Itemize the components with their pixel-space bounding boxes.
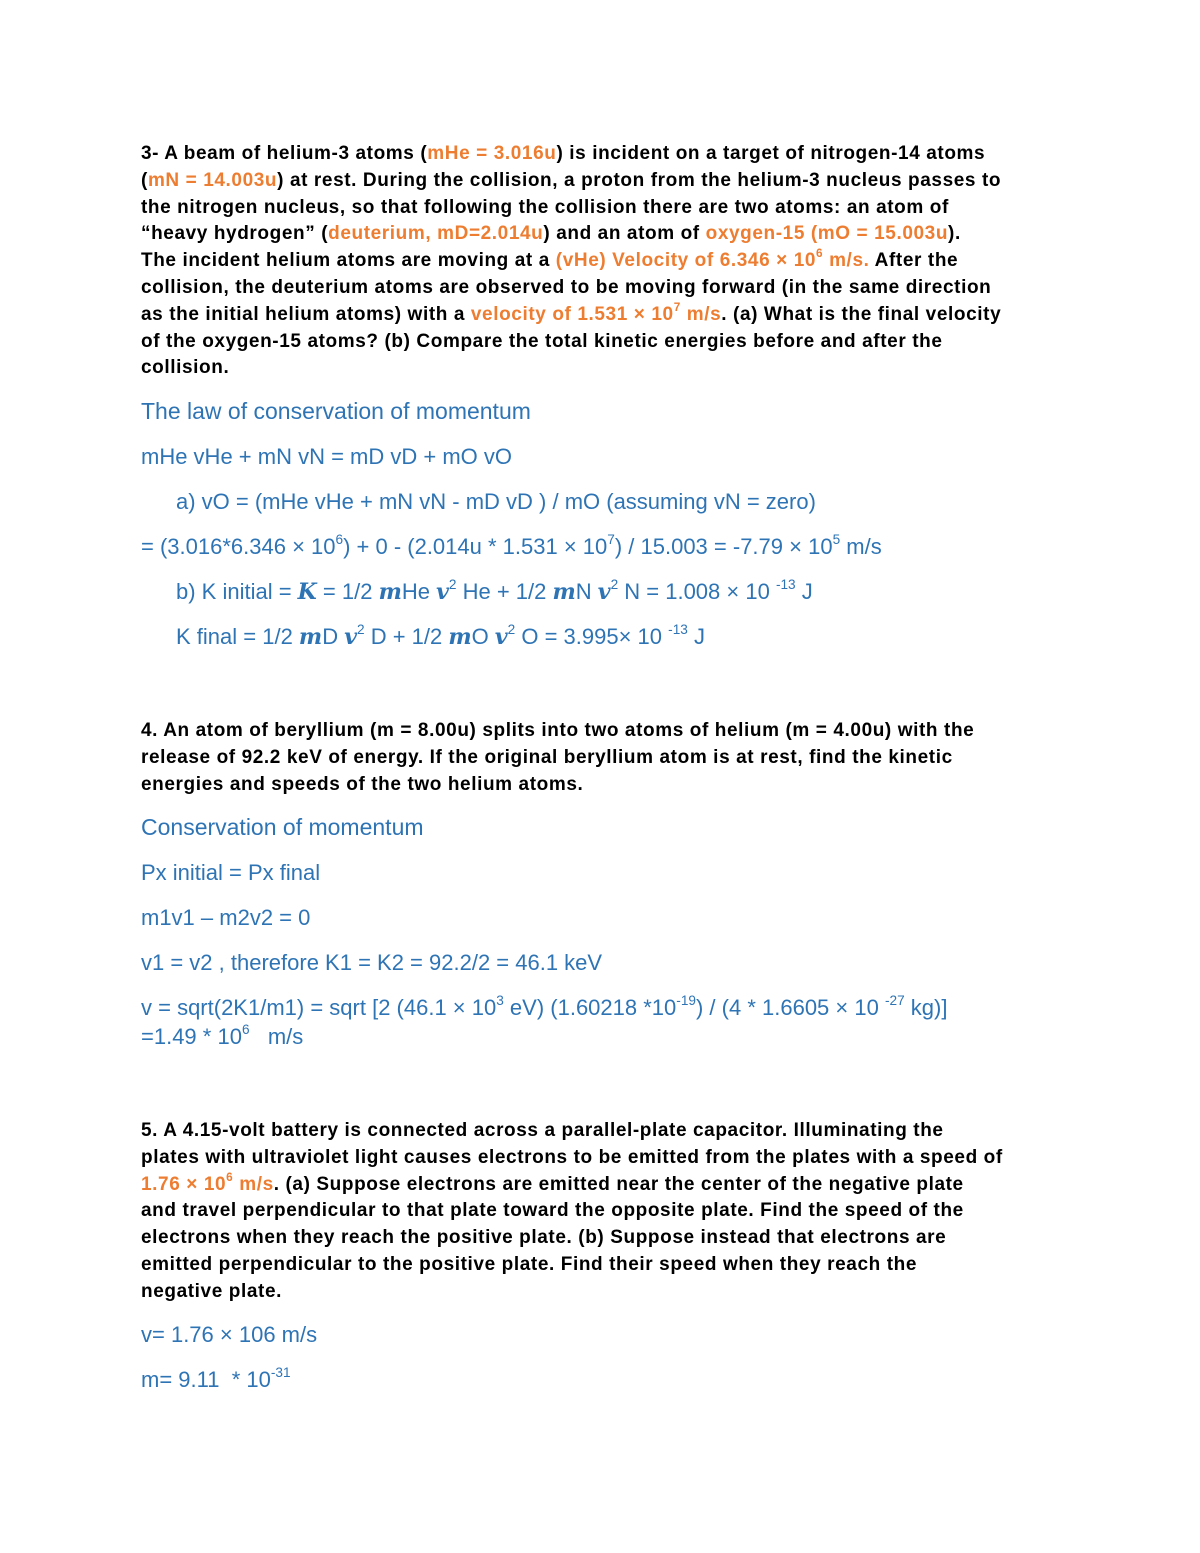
text-run: O — [471, 624, 495, 649]
text-run: = 1/2 — [316, 579, 379, 604]
math-symbol: v — [436, 579, 449, 605]
answer-b-k-final — [176, 621, 705, 650]
text-run: as the initial helium atoms) with a — [141, 303, 471, 325]
text-line — [141, 141, 1066, 168]
math-symbol: v — [597, 579, 611, 605]
text-run: D + 1/2 — [364, 624, 449, 649]
text-run: b) K initial = — [176, 579, 298, 604]
text-run: . (a) What is the final velocity — [721, 303, 1002, 325]
text-run: = (3.016*6.346 × 10 — [141, 534, 336, 559]
exponent: 2 — [507, 621, 516, 637]
text-run: The incident helium atoms are moving at a — [141, 250, 556, 272]
text-line: and travel perpendicular to that plate toward the opposite plate. Find the speed of the — [141, 1200, 964, 1222]
text-run: J — [687, 624, 705, 649]
text-run: N — [575, 579, 598, 604]
text-line: emitted perpendicular to the positive plate. Find their speed when they reach the — [141, 1253, 918, 1275]
text-line: of the oxygen-15 atoms? (b) Compare the total kinetic energies before and after the — [141, 330, 943, 352]
text-run: ( — [141, 169, 148, 191]
exponent: 3 — [496, 992, 504, 1008]
text-run: “heavy hydrogen” ( — [141, 223, 329, 245]
exponent: 6 — [241, 1021, 250, 1037]
text-run: m/s — [249, 1024, 304, 1049]
text-line: 4. An atom of beryllium (m = 8.00u) splits into two atoms of helium (m = 4.00u) with the — [141, 720, 975, 741]
text-run: He — [401, 579, 437, 604]
highlight-mass-he: mHe = 3.016u — [427, 143, 557, 164]
text-line: collision. — [141, 357, 230, 379]
exponent: 6 — [226, 1170, 234, 1184]
px-equation: Px initial = Px final — [141, 860, 321, 885]
exponent: 6 — [816, 247, 824, 261]
highlight-oxygen: oxygen-15 (mO = 15.003u — [705, 223, 949, 245]
text-run: (vHe) Velocity of 6.346 × 10 — [555, 250, 817, 272]
answer-a-calculation — [141, 531, 882, 560]
highlight-electron-speed — [141, 1170, 274, 1195]
given-velocity: v= 1.76 × 106 m/s — [141, 1322, 318, 1347]
text-run: ) / 15.003 = -7.79 × 10 — [614, 534, 833, 559]
exponent: 7 — [673, 300, 681, 314]
text-line: energies and speeds of the two helium atoms. — [141, 773, 584, 795]
exponent: 7 — [607, 531, 615, 547]
answer-b-k-initial — [176, 576, 813, 605]
exponent: 6 — [335, 531, 344, 547]
text-run: 1.76 × 10 — [141, 1173, 227, 1195]
text-run: ) + 0 - (2.014u * 1.531 × 10 — [343, 534, 608, 559]
text-run: ) and an atom of — [543, 223, 706, 245]
text-run: eV) (1.60218 *10 — [503, 995, 677, 1020]
text-run: J — [795, 579, 813, 604]
kinetic-energy-result: v1 = v2 , therefore K1 = K2 = 92.2/2 = 46.1 keV — [141, 950, 603, 975]
text-line: negative plate. — [141, 1280, 282, 1302]
text-run: O = 3.995× 10 — [515, 624, 669, 649]
text-line — [141, 168, 1066, 195]
math-symbol: m — [448, 624, 472, 650]
text-run: . (a) Suppose electrons are emitted near the center of the negative plate — [273, 1173, 964, 1195]
text-run: v = sqrt(2K1/m1) = sqrt [2 (46.1 × 10 — [141, 995, 497, 1020]
exponent: 2 — [357, 621, 365, 637]
exponent: -19 — [676, 992, 696, 1008]
math-symbol: m — [298, 624, 323, 650]
text-line: plates with ultraviolet light causes electrons to be emitted from the plates with a speed of — [141, 1146, 1003, 1168]
given-mass — [141, 1364, 291, 1393]
text-run: K final = 1/2 — [176, 624, 299, 649]
problem-4-text — [141, 718, 1066, 798]
exponent: -13 — [775, 576, 796, 592]
text-run: m/s. — [823, 250, 870, 272]
text-run: N = 1.008 × 10 — [618, 579, 776, 604]
text-run: m/s — [840, 534, 882, 559]
speed-formula — [141, 992, 948, 1021]
math-symbol: v — [494, 624, 508, 650]
text-run: =1.49 * 10 — [141, 1024, 242, 1049]
text-line — [141, 302, 1066, 329]
text-run: ) / (4 * 1.6605 × 10 — [695, 995, 885, 1020]
text-line: electrons when they reach the positive plate. (b) Suppose instead that electrons are — [141, 1227, 947, 1249]
text-run: He + 1/2 — [456, 579, 553, 604]
problem-5-text — [141, 1118, 1066, 1306]
math-symbol: K — [297, 579, 317, 605]
text-run: After the — [869, 250, 959, 272]
text-run: m/s — [680, 303, 722, 325]
text-run: m/s — [233, 1173, 274, 1195]
solution-4-heading: Conservation of momentum — [141, 814, 424, 840]
text-line: collision, the deuterium atoms are observed to be moving forward (in the same direction — [141, 276, 992, 298]
exponent: -27 — [884, 992, 905, 1008]
text-run: m= 9.11 * 10 — [141, 1367, 271, 1392]
momentum-equation: mHe vHe + mN vN = mD vD + mO vO — [141, 444, 512, 469]
math-symbol: m — [378, 579, 402, 605]
speed-result — [141, 1021, 304, 1050]
exponent: 2 — [448, 576, 457, 592]
math-symbol: v — [344, 624, 357, 650]
answer-a-formula: a) vO = (mHe vHe + mN vN - mD vD ) / mO (assuming vN = zero) — [176, 489, 816, 514]
momentum-balance: m1v1 – m2v2 = 0 — [141, 905, 311, 930]
text-run: ) is incident on a target of nitrogen-14 atoms — [556, 143, 986, 164]
text-line — [141, 1172, 1066, 1199]
text-line — [141, 248, 1066, 275]
highlight-deuterium: deuterium, mD=2.014u — [328, 223, 544, 245]
exponent: 2 — [610, 576, 619, 592]
solution-3-heading: The law of conservation of momentum — [141, 398, 531, 424]
exponent: -31 — [270, 1364, 291, 1380]
text-run: D — [322, 624, 345, 649]
text-run: 3- A beam of helium-3 atoms ( — [141, 143, 428, 164]
problem-3-text — [141, 141, 1066, 382]
text-line: the nitrogen nucleus, so that following the collision there are two atoms: an atom of — [141, 196, 949, 218]
text-run: ). — [948, 223, 961, 245]
text-run: kg)] — [904, 995, 948, 1020]
math-symbol: m — [552, 579, 576, 605]
text-line: 5. A 4.15-volt battery is connected across a parallel-plate capacitor. Illuminating the — [141, 1120, 944, 1141]
highlight-velocity-d — [470, 300, 722, 325]
text-line — [141, 221, 1066, 248]
exponent: 5 — [832, 531, 841, 547]
highlight-velocity-he — [555, 247, 870, 272]
text-line: release of 92.2 keV of energy. If the original beryllium atom is at rest, find the kinetic — [141, 746, 953, 768]
highlight-mass-n: mN = 14.003u — [147, 169, 278, 191]
text-run: velocity of 1.531 × 10 — [470, 303, 674, 325]
text-run: ) at rest. During the collision, a proton from the helium-3 nucleus passes to — [277, 169, 1002, 191]
exponent: -13 — [668, 621, 688, 637]
